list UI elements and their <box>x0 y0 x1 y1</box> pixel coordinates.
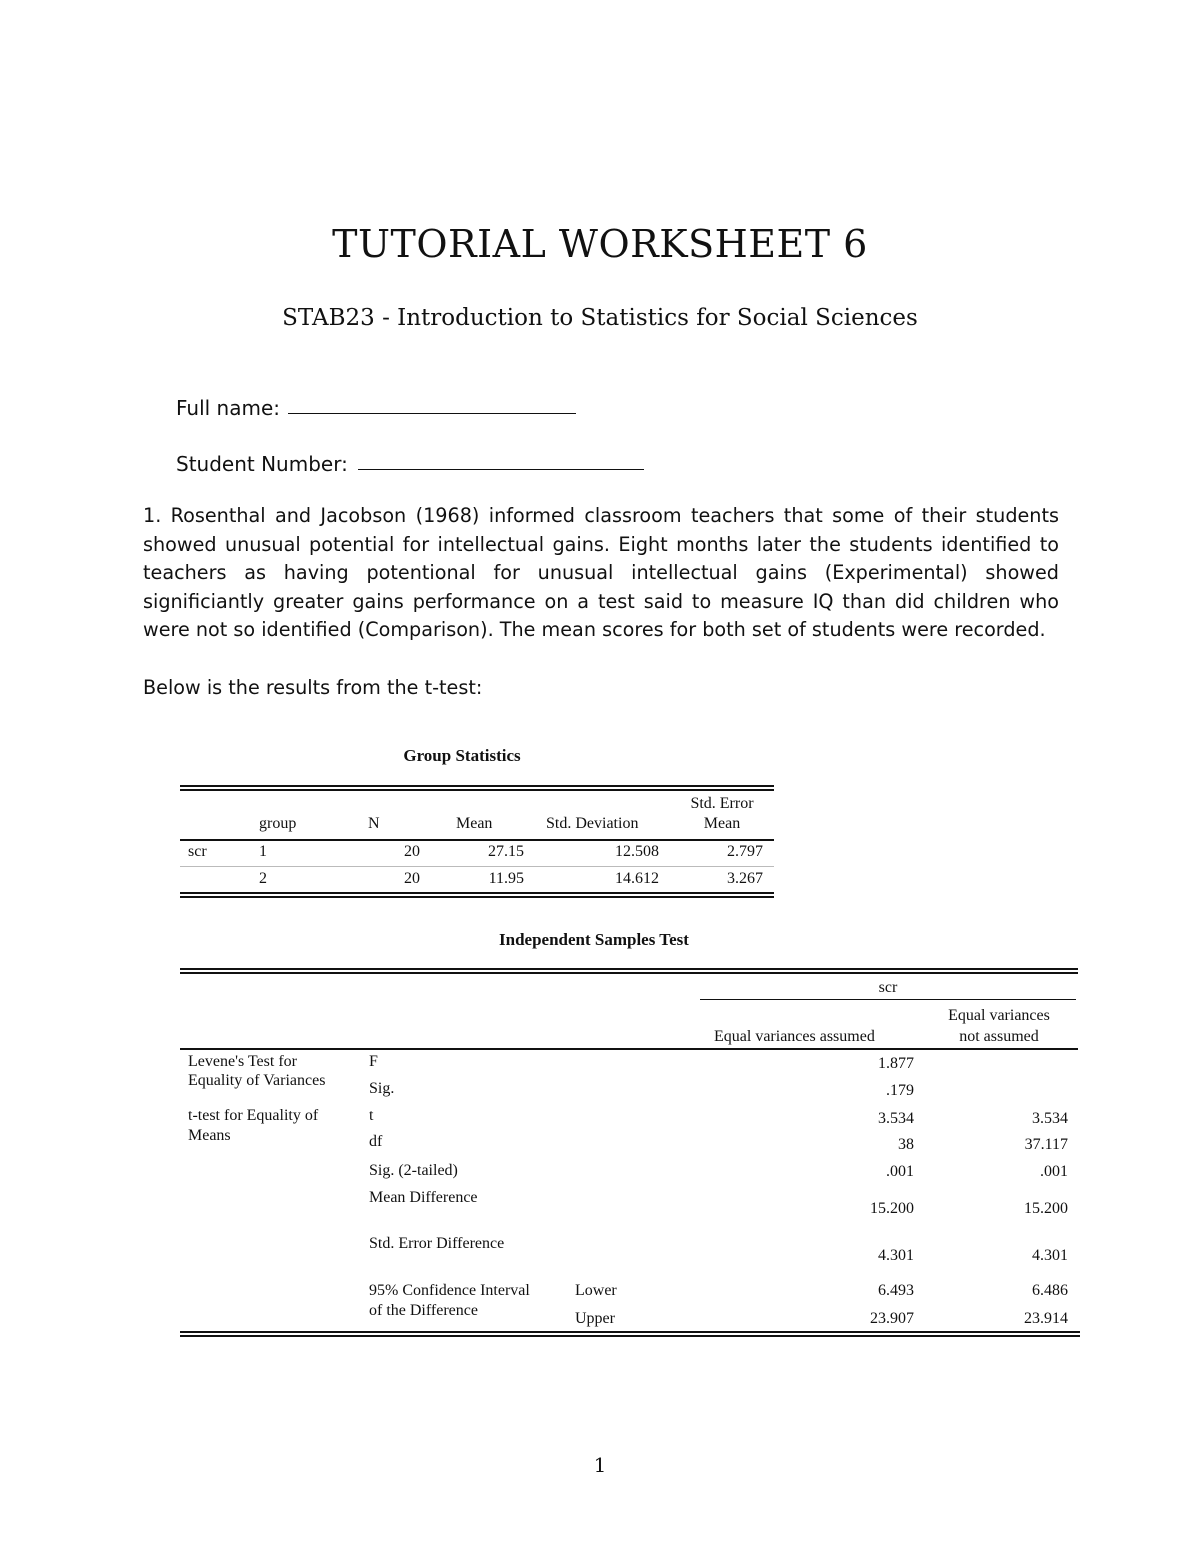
cell-group: 2 <box>259 870 267 887</box>
cell-mean: 11.95 <box>488 870 524 887</box>
col-header-mean: Mean <box>456 815 493 832</box>
question-paragraph: 1. Rosenthal and Jacobson (1968) informed classroom teachers that some of their students showed unusual potential for intellectual gains. Eight months later the students identified to teachers as having potentional for unusual intellectual gains (Experimental) showed significiantly greater gains performance on a test said to measure IQ than did children who were not so identified (Comparison). The mean scores for both set of students were recorded. <box>143 504 1059 642</box>
levene-label-2: Equality of Variances <box>188 1072 326 1089</box>
cell-assumed: 1.877 <box>878 1055 914 1072</box>
rule <box>180 1331 1080 1333</box>
cell-assumed: 3.534 <box>878 1110 914 1127</box>
cell-assumed: 23.907 <box>870 1310 914 1327</box>
cell-assumed: 15.200 <box>870 1200 914 1217</box>
cell-se-mean: 3.267 <box>727 870 763 887</box>
variable-label: scr <box>878 979 898 996</box>
rule <box>180 972 1078 974</box>
row-label-std-error-difference: Std. Error Difference <box>369 1235 505 1252</box>
cell-assumed: .179 <box>886 1082 914 1099</box>
row-label-sig-2-tailed: Sig. (2-tailed) <box>369 1162 458 1179</box>
rule <box>180 1335 1080 1337</box>
cell-not-assumed: 15.200 <box>1024 1200 1068 1217</box>
cell-se-mean: 2.797 <box>727 843 763 860</box>
col-header-equal-var-not-assumed-2: not assumed <box>959 1028 1039 1045</box>
rule <box>180 896 774 898</box>
rule <box>180 839 774 841</box>
full-name-label: Full name: <box>176 396 281 420</box>
cell-group: 1 <box>259 843 267 860</box>
col-header-se-mean-1: Std. Error <box>690 795 754 812</box>
page-number: 1 <box>593 1453 607 1477</box>
ci-label-1: 95% Confidence Interval <box>369 1282 530 1299</box>
col-header-group: group <box>259 815 297 832</box>
col-header-se-mean-2: Mean <box>703 815 741 832</box>
rule <box>180 789 774 791</box>
rule <box>180 892 774 894</box>
row-label-mean-difference: Mean Difference <box>369 1189 478 1206</box>
row-label-f: F <box>369 1053 378 1070</box>
cell-not-assumed: 6.486 <box>1032 1282 1068 1299</box>
col-header-std-dev: Std. Deviation <box>546 815 639 832</box>
ttest-label-1: t-test for Equality of <box>188 1107 319 1124</box>
full-name-field[interactable] <box>288 413 576 414</box>
col-header-n: N <box>368 815 380 832</box>
cell-not-assumed: .001 <box>1040 1163 1068 1180</box>
cell-not-assumed: 23.914 <box>1024 1310 1068 1327</box>
col-header-equal-var-assumed: Equal variances assumed <box>714 1028 875 1045</box>
student-number-field[interactable] <box>358 469 644 470</box>
page-subtitle: STAB23 - Introduction to Statistics for Social Sciences <box>282 305 918 331</box>
rule <box>180 1048 1078 1050</box>
row-label-upper: Upper <box>575 1310 615 1327</box>
question-lead-in: Below is the results from the t-test: <box>143 676 483 699</box>
cell-mean: 27.15 <box>488 843 524 860</box>
cell-std-dev: 14.612 <box>615 870 659 887</box>
ttest-label-2: Means <box>188 1127 231 1144</box>
levene-label-1: Levene's Test for <box>188 1053 297 1070</box>
rule <box>180 785 774 787</box>
independent-test-title: Independent Samples Test <box>499 930 689 949</box>
cell-assumed: .001 <box>886 1163 914 1180</box>
variable-label: scr <box>188 843 207 860</box>
rule <box>180 968 1078 970</box>
row-label-t: t <box>369 1107 374 1124</box>
row-label-lower: Lower <box>575 1282 617 1299</box>
cell-assumed: 6.493 <box>878 1282 914 1299</box>
cell-n: 20 <box>404 870 420 887</box>
cell-not-assumed: 37.117 <box>1024 1136 1068 1153</box>
cell-std-dev: 12.508 <box>615 843 659 860</box>
rule <box>700 999 1076 1000</box>
row-label-sig: Sig. <box>369 1080 395 1097</box>
cell-n: 20 <box>404 843 420 860</box>
cell-not-assumed: 3.534 <box>1032 1110 1068 1127</box>
row-label-df: df <box>369 1133 383 1150</box>
row-divider <box>180 866 774 867</box>
cell-assumed: 4.301 <box>878 1247 914 1264</box>
ci-label-2: of the Difference <box>369 1302 478 1319</box>
group-stats-title: Group Statistics <box>403 746 521 765</box>
cell-assumed: 38 <box>898 1136 914 1153</box>
student-number-label: Student Number: <box>176 452 348 476</box>
cell-not-assumed: 4.301 <box>1032 1247 1068 1264</box>
page-title: TUTORIAL WORKSHEET 6 <box>332 222 868 266</box>
col-header-equal-var-not-assumed-1: Equal variances <box>948 1007 1050 1024</box>
